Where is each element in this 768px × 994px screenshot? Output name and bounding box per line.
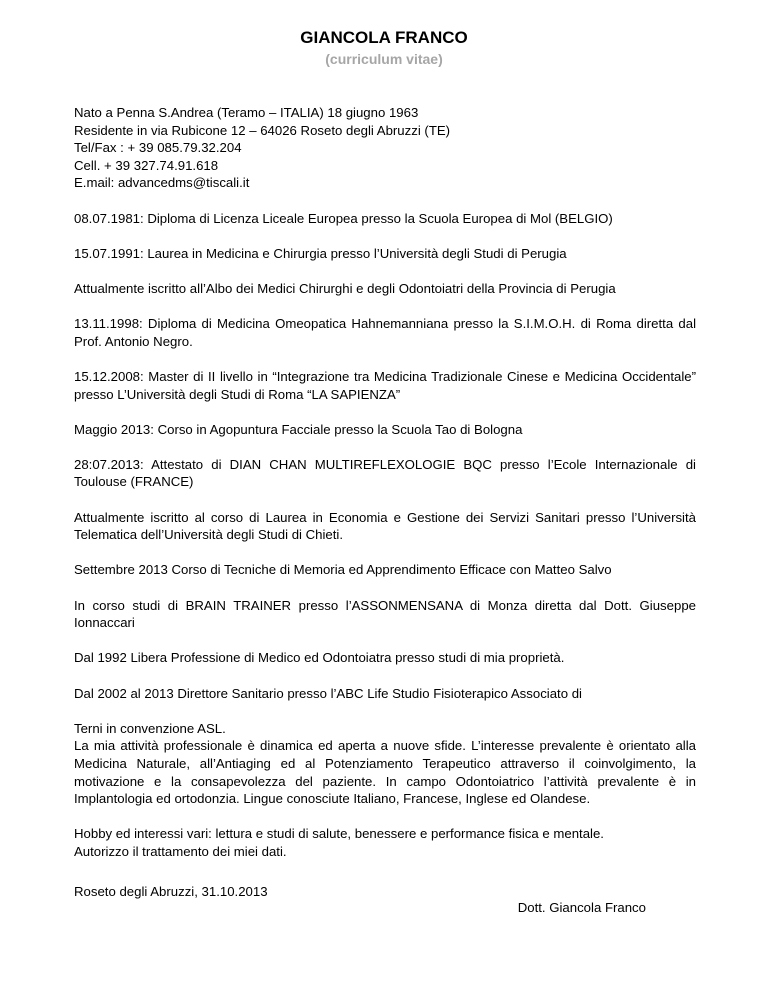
entry-corso-memoria: Settembre 2013 Corso di Tecniche di Memoria ed Apprendimento Efficace con Matteo Salvo bbox=[74, 562, 612, 578]
profile-text: La mia attività professionale è dinamica ed aperta a nuove sfide. L’interesse prevalente è orientato alla Medicina Naturale, all’Antiaging ed al Potenziamento Terapeutico attraverso il coinvolgimento, la motivazione e la consapevolezza del paziente. In campo Odontoiatrico l’attività prevalente è in Implantologia ed ortodonzia. Lingue conosciute Italiano, Francese, Inglese ed Olandese. bbox=[74, 738, 696, 807]
entry-attestato: 28:07.2013: Attestato di DIAN CHAN MULTIREFLEXOLOGIE BQC presso l’Ecole Internazionale di Toulouse (FRANCE) bbox=[74, 456, 696, 490]
signature: Dott. Giancola Franco bbox=[517, 900, 646, 915]
entry-laurea-medicina: 15.07.1991: Laurea in Medicina e Chirurgia presso l’Università degli Studi di Perugia bbox=[74, 245, 567, 261]
entry-direttore-sanitario: Dal 2002 al 2013 Direttore Sanitario presso l’ABC Life Studio Fisioterapico Associato di bbox=[74, 685, 582, 701]
hobbies-block bbox=[74, 825, 696, 860]
entry-diploma-omeopatia: 13.11.1998: Diploma di Medicina Omeopatica Hahnemanniana presso la S.I.M.O.H. di Roma diretta dal Prof. Antonio Negro. bbox=[74, 316, 696, 349]
entry-laurea-economia: Attualmente iscritto al corso di Laurea in Economia e Gestione dei Servizi Sanitari presso l’Università Telematica dell’Università degli Studi di Chieti. bbox=[74, 509, 696, 543]
residence-info: Residente in via Rubicone 12 – 64026 Roseto degli Abruzzi (TE) bbox=[74, 122, 451, 138]
entry-diploma-liceale: 08.07.1981: Diploma di Licenza Liceale Europea presso la Scuola Europea di Mol (BELGIO) bbox=[74, 210, 613, 226]
profile-line-terni: Terni in convenzione ASL. bbox=[74, 720, 226, 736]
profile-block bbox=[74, 720, 696, 808]
entry-agopuntura: Maggio 2013: Corso in Agopuntura Facciale presso la Scuola Tao di Bologna bbox=[74, 421, 523, 437]
entry-albo-medici: Attualmente iscritto all’Albo dei Medici Chirurghi e degli Odontoiatri della Provincia di Perugia bbox=[74, 280, 616, 296]
entry-master: 15.12.2008: Master di II livello in “Integrazione tra Medicina Tradizionale Cinese e Medicina Occidentale” presso L’Università degli Studi di Roma “LA SAPIENZA” bbox=[74, 368, 696, 402]
cv-name-title: GIANCOLA FRANCO bbox=[300, 28, 468, 47]
cv-body bbox=[74, 104, 696, 861]
consent-text: Autorizzo il trattamento dei miei dati. bbox=[74, 843, 287, 859]
hobbies-text: Hobby ed interessi vari: lettura e studi di salute, benessere e performance fisica e mentale. bbox=[74, 826, 604, 842]
entry-libera-professione: Dal 1992 Libera Professione di Medico ed Odontoiatra presso studi di mia proprietà. bbox=[74, 650, 565, 666]
telfax-info: Tel/Fax : + 39 085.79.32.204 bbox=[74, 140, 242, 156]
email-info: E.mail: advancedms@tiscali.it bbox=[74, 175, 250, 191]
cell-info: Cell. + 39 327.74.91.618 bbox=[74, 157, 219, 173]
birth-info: Nato a Penna S.Andrea (Teramo – ITALIA) 18 giugno 1963 bbox=[74, 105, 419, 120]
contact-block bbox=[74, 104, 696, 192]
cv-subtitle: (curriculum vitae) bbox=[325, 51, 443, 67]
place-date: Roseto degli Abruzzi, 31.10.2013 bbox=[74, 884, 268, 899]
entry-brain-trainer: In corso studi di BRAIN TRAINER presso l’ASSONMENSANA di Monza diretta dal Dott. Giuseppe Ionnaccari bbox=[74, 597, 696, 631]
